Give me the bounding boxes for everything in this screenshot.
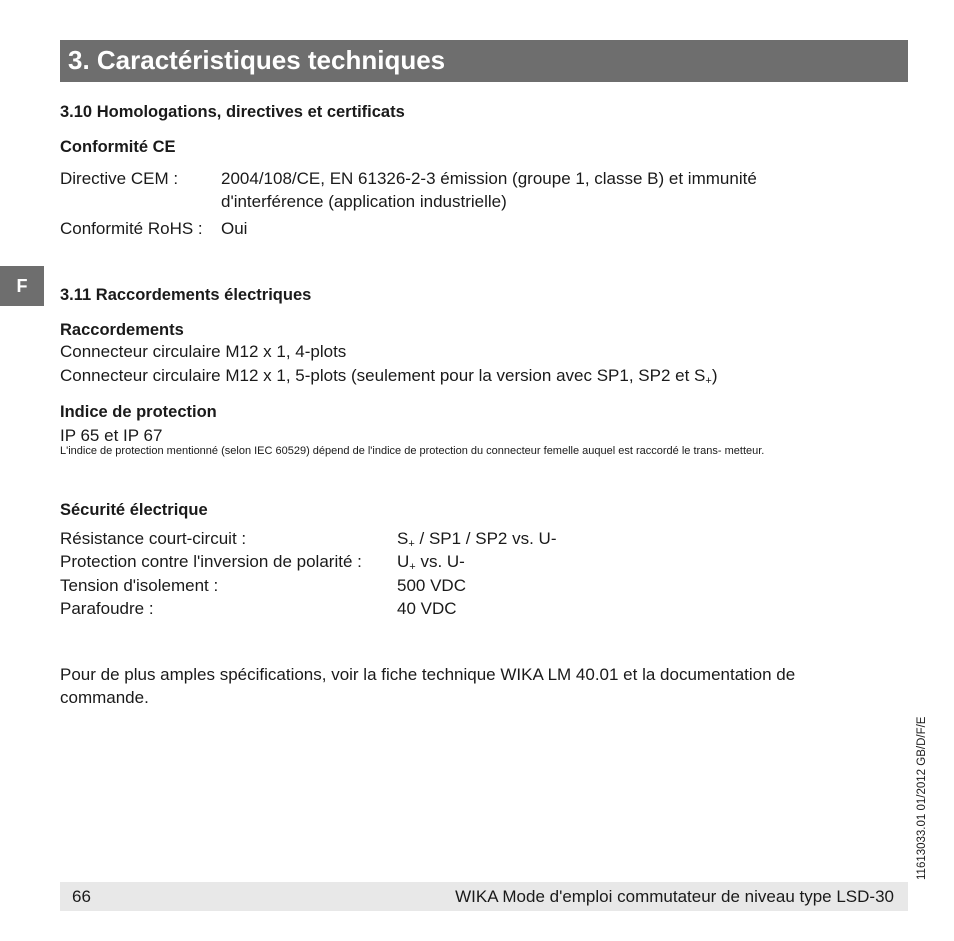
chapter-title: 3. Caractéristiques techniques <box>68 45 446 75</box>
cem-value-line2: d'interférence (application industrielle) <box>221 192 507 211</box>
rohs-value: Oui <box>221 219 248 238</box>
protection-heading: Indice de protection <box>60 403 217 421</box>
section-311-heading: 3.11 Raccordements électriques <box>60 286 312 304</box>
footer <box>60 882 908 911</box>
safety-heading: Sécurité électrique <box>60 501 208 519</box>
surge-label: Parafoudre : <box>60 599 154 618</box>
protection-value: IP 65 et IP 67 <box>60 426 163 445</box>
rohs-label: Conformité RoHS : <box>60 219 203 238</box>
closing-line1: Pour de plus amples spécifications, voir la fiche technique WIKA LM 40.01 et la documentation de <box>60 665 796 684</box>
cem-label: Directive CEM : <box>60 169 179 188</box>
language-tab: F <box>0 266 44 306</box>
short-circuit-label: Résistance court-circuit : <box>60 529 247 548</box>
document-code: 11613033.01 01/2012 GB/D/F/E <box>916 716 928 880</box>
connection-5-pin: Connecteur circulaire M12 x 1, 5-plots (seulement pour la version avec SP1, SP2 et $S_+$) <box>60 366 718 387</box>
isolation-label: Tension d'isolement : <box>60 576 219 595</box>
surge-value: 40 VDC <box>397 599 457 618</box>
protection-note: L'indice de protection mentionné (selon IEC 60529) dépend de l'indice de protection du connecteur femelle auquel est raccordé le trans- metteur. <box>60 445 765 457</box>
isolation-value: 500 VDC <box>397 576 466 595</box>
connections-heading: Raccordements <box>60 321 184 339</box>
footer-doc-title: WIKA Mode d'emploi commutateur de niveau type LSD-30 <box>455 887 894 906</box>
connection-4-pin: Connecteur circulaire M12 x 1, 4-plots <box>60 342 347 361</box>
short-circuit-value: $S_+ / SP1 / SP2$ vs. U- <box>397 529 557 550</box>
ce-heading: Conformité CE <box>60 138 176 156</box>
section-310-heading: 3.10 Homologations, directives et certificats <box>60 103 405 121</box>
cem-value-line1: 2004/108/CE, EN 61326-2-3 émission (groupe 1, classe B) et immunité <box>221 169 757 188</box>
chapter-header <box>60 40 908 82</box>
polarity-value: $U_+$ vs. U- <box>397 552 465 573</box>
page-number: 66 <box>72 887 91 906</box>
closing-line2: commande. <box>60 688 149 707</box>
polarity-label: Protection contre l'inversion de polarité : <box>60 552 362 571</box>
